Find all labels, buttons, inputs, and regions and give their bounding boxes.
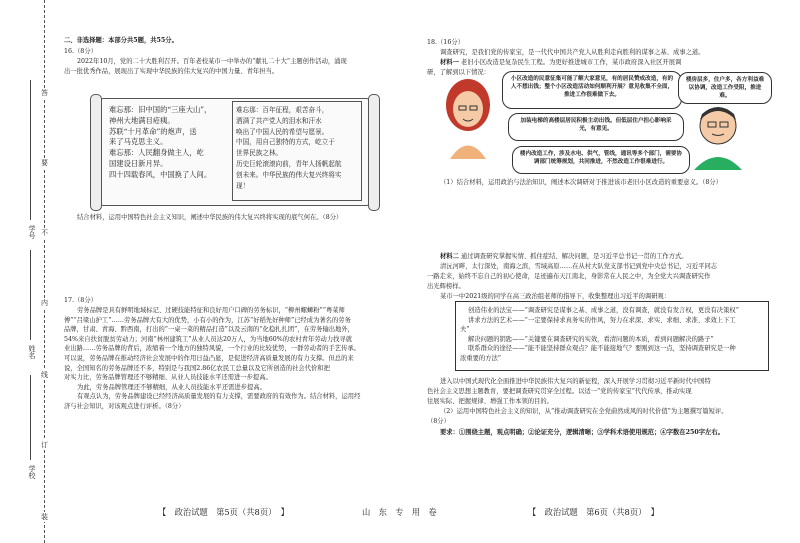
- q17-number: 17.（8分）: [64, 297, 97, 304]
- poem-line: 难忘那：旧中国的“三座大山”，: [109, 105, 212, 114]
- poem-line: 唤出了中国人民的希望与愿景。: [236, 127, 329, 136]
- material-2-after-line: 色社会主义思想主题教育，要把调查研究贯穿全过程。以适一“党的传家宝”代代传承，推动实现: [427, 388, 692, 395]
- binding-char: 要: [41, 159, 48, 167]
- poem-line: 苏联“十月革命”的炮声，送: [109, 126, 197, 136]
- q16-number: 16.（8分）: [64, 48, 97, 55]
- binding-char: 订: [41, 441, 48, 449]
- speech-bubble: 楼内改造工作，涉及水电、供气，管线，通讯等多个部门，需要协调部门统筹规划，共同推进，不然改造工作很难进行。: [512, 146, 690, 174]
- school-field[interactable]: [30, 375, 31, 460]
- material-1-text: 老旧小区改造是复杂民生工程。为更好推进城市工作，某市政府深入社区开展调: [460, 59, 682, 66]
- name-field[interactable]: [30, 250, 31, 340]
- binding-dashed-line: [44, 0, 45, 543]
- poem-line: 世界民族之林。: [236, 149, 283, 158]
- poem-line: 来了马克思主义。: [109, 137, 168, 147]
- q17-line: 为此，劳务品牌管理还不够精细，从业人员技能水平还需进步提高。: [77, 383, 266, 391]
- material-2-heading: [440, 252, 775, 262]
- material-2-line: 某市一中2021级的同学在高三政治组老师的指导下，收集整理出习近平的调研观：: [440, 293, 671, 300]
- material-2-line: 清沅河畔，太行深处，南海之滨，雪域高原……在从村大队党支部书记到党中央总书记，习近平同志: [440, 263, 718, 270]
- section-title: 二、非选择题：本部分共5题，共55分。: [64, 37, 178, 44]
- left-page-footer: 【 政治试题 第5页（共8页） 】: [158, 507, 289, 517]
- research-view-line: 浓重要的方法”: [460, 354, 502, 362]
- material-1-heading: [440, 58, 770, 68]
- q16-task: 结合材料，运用中国特色社会主义知识，阐述中华民族的伟大复兴终将实现的底气何在。（8分）: [77, 214, 343, 221]
- research-view-list: [460, 306, 765, 364]
- poem-line: 中国，用自己独特的方式，屹立于: [236, 138, 335, 147]
- q17-line: 傅”“吕梁山护工”……劳务品牌大有大的优势，小有小的作为，江苏“好稻先好种师”已经成为著名的劳务: [64, 316, 351, 324]
- binding-char: 不: [41, 229, 48, 237]
- poem-line: 历史巨轮滚滚向前，青年人扬帆起航: [236, 159, 342, 168]
- material-2-after-line: 进入以中国式现代化全面推进中华民族伟大复兴的新征程，深入开展学习贯彻习近平新时代中国特: [440, 378, 711, 385]
- poem-line: 难忘那：百年征程，艰苦奋斗，: [236, 106, 329, 114]
- speech-bubble: 楼房层多，住户多，各方利益难以协调，改造工作受阻，推进难。: [678, 72, 772, 104]
- poem-line: 神州大地满目疮痍。: [109, 115, 175, 125]
- binding-margin: [0, 0, 58, 543]
- right-page-footer: 【 政治试题 第6页（共8页） 】: [528, 507, 659, 517]
- q16-intro-line: 出一批优秀作品，展现出了实现中华民族的伟大复兴的中国力量、青年担当。: [64, 68, 279, 75]
- poem-line: 难忘那：人民翻身做主人，屹: [109, 148, 204, 158]
- q17-line: 对实力比，劳务品牌管理还不够精细、从业人员技能水平还需进一步提高。: [64, 374, 272, 382]
- poem-line: 四十四载春风，中国换了人间。: [109, 169, 212, 179]
- material-1-label: 材料一: [440, 59, 459, 66]
- q16-intro-line: 2022年10月，党的二十大胜利召开。百年老校某市一中举办的“献礼二十大”主题创作活动，涌现: [77, 58, 347, 65]
- binding-char: 装: [41, 513, 48, 521]
- q17-body: [64, 306, 389, 412]
- sub-question-2-cont: （8分）: [427, 418, 450, 425]
- q17-closing-line: 有观点认为，劳务品牌建设已经经济高质量发展的有力支撑，需要政府的有效作为。结合材料，运用经: [77, 393, 361, 401]
- student-number-label: 学号: [28, 225, 36, 239]
- dialogue-illustration: [430, 72, 770, 177]
- q17-line: 品牌，甘肃、青海、黔西南，打出的“一桌一菜的精品打造”以及云南的“化稳扎扎团”，在劳务输出地外，: [64, 326, 354, 334]
- poem-left-column: [109, 105, 229, 197]
- material-2-after-line: 往展实际、把握规律、增强工作本领的目的。: [427, 398, 553, 405]
- research-view-line: 联系群众的途径——“能不能坚持群众观点？能不能接地气？要刚到这一点，坚持调查研究是一种: [468, 345, 736, 353]
- q17-line: 54%来自扶贫脱贫劳动力；河南“林州建筑工”从业人员达20万人，为当地60%的农村青年劳动力找寻就: [64, 335, 353, 343]
- poem-line: 国建设日新月异。: [109, 158, 168, 168]
- school-label: 学校: [28, 465, 36, 479]
- material-2-label: 材料二: [440, 253, 459, 260]
- poem-line: 洒满了共产党人的泪水和汗水: [236, 116, 322, 125]
- center-footer: 山 东 专 用 卷: [362, 507, 437, 517]
- q17-closing-line: 济与社会知识，对该观点进行评析。（8分）: [64, 402, 185, 410]
- poem-line: 现！: [236, 181, 250, 190]
- material-1-text-cont: 研，了解到以下情况：: [427, 69, 490, 76]
- sub-question-2: （2）运用中国特色社会主义的知识，从“推动调查研究在全党蔚然成风的时代价值”为主题撰写篇短评。: [440, 408, 728, 415]
- name-label: 姓名: [28, 345, 36, 359]
- student-number-field[interactable]: [30, 80, 31, 220]
- answer-requirement: 要求：①围绕主题，观点明确；②论证充分，逻辑清晰；③学科术语使用规范；④字数在250字左右。: [440, 429, 724, 436]
- q17-line: 说，全国知名的劳务品牌还不多，特别是与我国2.86亿农民工总量以及它所创造的社会代价和把: [64, 364, 330, 372]
- research-view-line: 创造伟业的法宝——“调查研究是谋事之基、成事之道，没有调查，就没有发言权，更没有决策权”: [468, 307, 739, 314]
- binding-char: 线: [41, 371, 48, 379]
- scroll-roll: [90, 94, 102, 211]
- scroll-roll: [368, 94, 380, 211]
- man-figure-icon: [688, 100, 748, 170]
- sub-question-1: （1）结合材料，运用政治与法治知识，阐述本次调研对于推进该市老旧小区改造的重要意义。（8分）: [440, 179, 722, 186]
- material-2-line: 通过调查研究掌握实情、抓住症结、解决问题，是习近平总书记一贯的工作方式。: [460, 253, 688, 260]
- research-views-box: [455, 301, 769, 371]
- speech-bubble: 加装电梯的高楼层居民积极主动出钱。但低层住户担心影响采光，有意见。: [508, 113, 684, 141]
- binding-char: 内: [41, 299, 48, 307]
- q17-line: 劳务品牌是具有鲜明地域标记、过硬技能特征和良好用户口碑的劳务标识，“柳州螺蛳粉”“粤菜师: [77, 307, 345, 314]
- woman-figure-icon: [440, 77, 496, 159]
- q17-line: 业出路……劳务品牌的背后，浓缩着一个地方的独特风貌，一个行业的比较优势，一群劳动者的手艺传承。: [64, 345, 360, 353]
- research-view-line: 讲求方法的艺术——“一定要保持求真务实的作风，努力在求深、求实、求细、求准、求效上下工: [468, 316, 736, 324]
- q18-intro: 调查研究，是我们党的传家宝，是一代代中国共产党人从胜利走向胜利的谋事之基、成事之道。: [440, 49, 705, 56]
- research-view-line: 夫”: [460, 326, 470, 334]
- poem-right-column: [236, 105, 360, 197]
- research-view-line: 解决问题的钥匙——“关键要在调查研究的实效，看清问题的本质，看到问题解决的路子”: [468, 335, 714, 343]
- material-2-line: 出光辉榜样。: [427, 283, 465, 290]
- poem-line: 创未来。中华民族的伟大复兴终将实: [236, 170, 342, 179]
- speech-bubble: 小区改造的民意征集可能了解大家意见，有的居民赞成改造，有的人不想出钱；整个小区改造活动如何顺利开展？意见收集不全面，推进工作很难做下去。: [502, 71, 682, 109]
- poem-scroll: [96, 98, 374, 206]
- q18-number: 18.（16分）: [427, 39, 464, 46]
- q17-line: 可以说，劳务品牌在推动经济社会发展中的作用日益凸显，是促进经济高质量发展的有力支撑。但总的来: [64, 354, 354, 362]
- material-2-line: 一路走来，始终不忘自己的初心使命，足迹遍布天江南北，身影常在人民之中，为全党大兴调查研究作: [427, 273, 711, 280]
- binding-char: 答: [41, 89, 48, 97]
